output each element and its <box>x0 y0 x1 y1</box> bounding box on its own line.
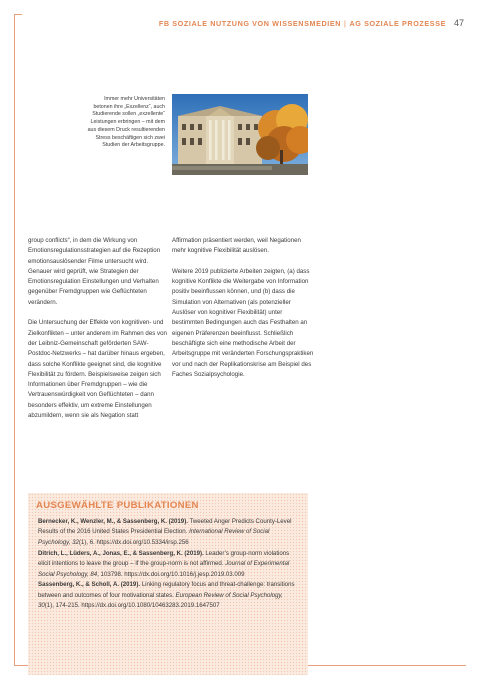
article-right-column <box>172 236 314 390</box>
caption-line: aus diesem Druck resultierenden <box>87 126 165 133</box>
publication-title: Tweeted Anger Predicts County-Level Results of the 2016 United States Presidential Election. <box>38 518 292 536</box>
caption-line: Studierende sollen „exzellente“ <box>92 111 165 118</box>
page-frame-top <box>14 14 22 15</box>
publication-details[interactable]: (1), 174-215. https://dx.doi.org/10.1080/10463283.2019.1647507 <box>44 602 220 610</box>
publication-journal: International Review of Social Psychology, 32 <box>38 528 270 546</box>
publication-title: Leader’s group-norm violations elicit intentions to leave the group – If the group-norm is not affirmed. <box>38 549 290 568</box>
body-paragraph: Affirmation präsentiert werden, weil Negationen mehr kognitive Flexibilität auslösen. <box>172 237 301 255</box>
publication-entry <box>38 580 300 611</box>
publication-details[interactable]: (1), 6. https://dx.doi.org/10.5334/irsp.256 <box>78 538 189 546</box>
caption-line: Studien der Arbeitsgruppe. <box>102 142 165 149</box>
publication-authors: Ditrich, L., Lüders, A., Jonas, E., & Sassenberg, K. (2019). <box>38 549 204 557</box>
page-number: 47 <box>453 18 464 28</box>
publication-details[interactable]: , 103798. https://dx.doi.org/10.1016/j.jesp.2019.03.009 <box>97 570 245 578</box>
publications-heading: AUSGEWÄHLTE PUBLIKATIONEN <box>36 500 199 511</box>
article-left-column <box>28 236 168 432</box>
publication-entry <box>38 517 300 548</box>
selected-publications-box <box>28 493 308 675</box>
publication-authors: Bernecker, K., Wenzler, M., & Sassenberg, K. (2019). <box>38 518 188 525</box>
body-paragraph: Weitere 2019 publizierte Arbeiten zeigten, (a) dass kognitive Konflikte die Weitergabe von Information positiv beeinflussen können, und (b) dass die Simulation von Alternativen (als potenzieller Auslöser von kognitiver Flexibilität) unter bestimmten Bedingungen auch das Festhalten an eigenen Präferenzen beeinflusst. Schließlich beschäftigte sich eine methodische Arbeit der Arbeitsgruppe mit veränderten Forschungspraktiken vor und nach der Replikationskrise am Beispiel des Faches Sozialpsychologie. <box>172 267 314 378</box>
publication-journal: Journal of Experimental Social Psychology, 84 <box>38 560 290 578</box>
publications-list <box>38 517 300 612</box>
photo-caption <box>84 96 165 150</box>
publication-journal: European Review of Social Psychology, 30 <box>38 591 283 610</box>
university-building-photo <box>172 94 308 175</box>
header-section: FB SOZIALE NUTZUNG VON WISSENSMEDIEN <box>158 19 342 28</box>
caption-line: Leistungen erbringen – mit dem <box>90 119 165 126</box>
publication-authors: Sassenberg, K., & Scholl, A. (2019). <box>38 581 141 589</box>
running-header <box>159 18 464 28</box>
caption-line: Immer mehr Universitäten <box>104 96 165 102</box>
publication-entry <box>38 549 300 580</box>
caption-line: betonen ihre „Exzellenz“, auch <box>93 103 165 110</box>
publication-title: Linking regulatory focus and threat-challenge: transitions between and outcomes of four motivational states. <box>38 581 295 599</box>
body-paragraph: group conflicts“, in dem die Wirkung von Emotionsregulationsstrategien auf die Rezeption emotionsauslösender Filme untersucht wird. Genauer wird geprüft, wie Strategien der Emotionsregulation Einstellungen und Verhalten gegenüber Fremdgruppen wie Geflüchteten verändern. <box>28 237 161 306</box>
header-group: AG SOZIALE PROZESSE <box>349 19 446 28</box>
body-paragraph: Die Untersuchung der Effekte von kognitiven- und Zielkonflikten – unter anderem im Rahmen des von der Leibniz-Gemeinschaft geförderten SAW-Postdoc-Netzwerks – hat darüber hinaus ergeben, dass solche Konflikte geeignet sind, die kognitive Flexibilität zu fördern. Beispielsweise zeigen sich Informationen über Fremdgruppen – wie die Vertrauenswürdigkeit von Geflüchteten – dann besonders effektiv, um extreme Einstellungen abzumildern, wenn sie als Negation statt <box>28 319 167 420</box>
caption-line: Stress beschäftigen sich zwei <box>95 134 165 141</box>
page-frame-left <box>14 14 15 665</box>
header-separator: | <box>344 19 347 28</box>
